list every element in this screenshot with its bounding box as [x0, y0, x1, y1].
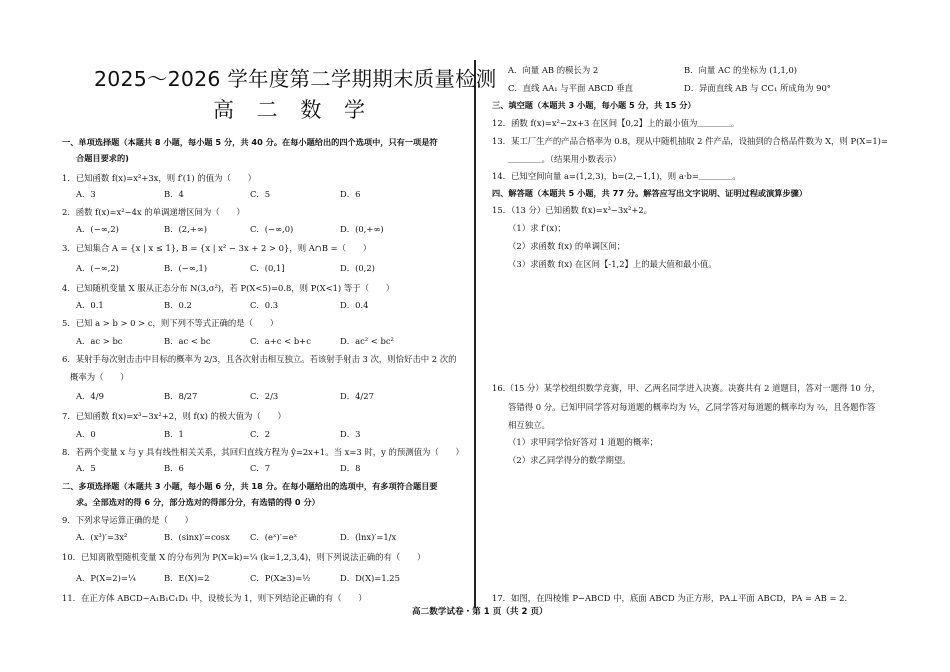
q1-option-d: D．6	[340, 189, 361, 199]
q4-stem: 4．已知随机变量 X 服从正态分布 N(3,σ²)，若 P(X<5)=0.8，则 P(X<1) 等于（ ）	[62, 283, 395, 293]
q2-stem: 2．函数 f(x)=x²−4x 的单调递增区间为（ ）	[62, 207, 245, 217]
q9-option-a: A．(x³)′=3x²	[76, 532, 128, 542]
q2-option-d: D．(0,+∞)	[340, 224, 384, 234]
q9-stem: 9．下列求导运算正确的是（ ）	[62, 515, 193, 525]
q4-option-c: C．0.3	[250, 300, 279, 310]
q5-option-b: B．ac < bc	[164, 336, 211, 346]
column-divider	[474, 60, 476, 608]
q7-option-a: A．0	[76, 429, 96, 439]
q10-option-a: A．P(X=2)=¼	[76, 573, 137, 583]
q10-option-c: C．P(X≥3)=½	[250, 573, 311, 583]
q15-stem: 15．（13 分）已知函数 f(x)=x³−3x²+2。	[492, 205, 653, 215]
q8-option-b: B．6	[164, 463, 184, 473]
q14-stem: 14．已知空间向量 a=(1,2,3)，b=(2,−1,1)，则 a·b=＿＿＿＿。	[492, 171, 741, 181]
q11-stem: 11．在正方体 ABCD−A₁B₁C₁D₁ 中，设棱长为 1，则下列结论正确的有（ ）	[62, 593, 367, 603]
q4-option-d: D．0.4	[340, 300, 369, 310]
q7-stem: 7．已知函数 f(x)=x³−3x²+2，则 f(x) 的极大值为（ ）	[62, 411, 286, 421]
section-1-heading: 一、单项选择题（本题共 8 小题，每小题 5 分，共 40 分。在每小题给出的四个选项中，只有一项是符	[62, 137, 438, 147]
q2-option-b: B．(2,+∞)	[164, 224, 208, 234]
q5-option-a: A．ac > bc	[76, 336, 123, 346]
q9-option-c: C．(eˣ)′=eˣ	[250, 532, 298, 542]
q6-option-c: C．2/3	[250, 391, 279, 401]
q16-stem-cont: 答错得 0 分。已知甲同学答对每道题的概率均为 ½，乙同学答对每道题的概率均为 ⅔，且各题作答	[508, 402, 876, 412]
q8-option-a: A．5	[76, 463, 96, 473]
q7-option-d: D．3	[340, 429, 361, 439]
q3-option-d: D．(0,2)	[340, 263, 375, 273]
q7-option-b: B．1	[164, 429, 184, 439]
exam-subtitle: 高 二 数 学	[213, 98, 374, 122]
q13-stem-cont: ＿＿＿＿。（结果用小数表示）	[508, 154, 622, 164]
q3-option-a: A．(−∞,2)	[76, 263, 119, 273]
q5-option-c: C．a+c < b+c	[250, 336, 311, 346]
q6-stem: 6．某射手每次射击击中目标的概率为 2/3，且各次射击相互独立。若该射手射击 3 次，则恰好击中 2 次的	[62, 354, 457, 364]
q16-stem: 16.（15 分）某学校组织数学竞赛，甲、乙两名同学进入决赛。决赛共有 2 道题目，答对一题得 10 分，	[492, 383, 881, 393]
q16-part-2: （2）求乙同学得分的数学期望。	[508, 455, 631, 465]
q13-stem: 13．某工厂生产的产品合格率为 0.8，现从中随机抽取 2 件产品，设抽到的合格品件数为 X，则 P(X=1)=	[492, 136, 888, 146]
q5-option-d: D．ac² < bc²	[340, 336, 394, 346]
page-footer: 高二数学试卷・第 1 页（共 2 页）	[412, 607, 548, 617]
q16-part-1: （1）求甲同学恰好答对 1 道题的概率；	[508, 437, 658, 447]
q8-option-c: C．7	[250, 463, 271, 473]
q4-option-b: B．0.2	[164, 300, 192, 310]
section-1-heading-cont: 合题目要求的)	[76, 153, 129, 163]
section-2-heading: 二、多项选择题（本题共 3 小题，每小题 6 分，共 18 分。在每小题给出的选项中，有多项符合题目要	[62, 481, 438, 491]
q10-option-b: B．E(X)=2	[164, 573, 210, 583]
q3-option-b: B．(−∞,1)	[164, 263, 208, 273]
q15-part-1: （1）求 f′(x)；	[508, 223, 566, 233]
q8-stem: 8．若两个变量 x 与 y 具有线性相关关系，其回归直线方程为 ŷ=2x+1。当 x=3 时，y 的预测值为（ ）	[62, 447, 464, 457]
q11-option-b: B．向量 AC 的坐标为 (1,1,0)	[684, 65, 798, 75]
q16-stem-cont-2: 相互独立。	[508, 420, 550, 430]
section-4-heading: 四、解答题（本题共 5 小题，共 77 分。解答应写出文字说明、证明过程或演算步骤）	[492, 188, 808, 198]
q15-part-3: （3）求函数 f(x) 在区间【-1,2】上的最大值和最小值。	[508, 259, 717, 269]
q15-part-2: （2）求函数 f(x) 的单调区间；	[508, 241, 626, 251]
q6-stem-cont: 概率为（ ）	[70, 372, 129, 382]
q5-stem: 5．已知 a > b > 0 > c，则下列不等式正确的是（ ）	[62, 318, 279, 328]
q2-option-a: A．(−∞,2)	[76, 224, 119, 234]
section-3-heading: 三、填空题（本题共 3 小题，每小题 5 分，共 15 分）	[492, 100, 696, 110]
q9-option-d: D．(lnx)′=1/x	[340, 532, 397, 542]
q4-option-a: A．0.1	[76, 300, 104, 310]
q7-option-c: C．2	[250, 429, 271, 439]
q11-option-d: D．异面直线 AB 与 CC₁ 所成角为 90°	[684, 83, 831, 93]
q2-option-c: C．(−∞,0)	[250, 224, 294, 234]
q9-option-b: B．(sinx)′=cosx	[164, 532, 230, 542]
q10-stem: 10．已知离散型随机变量 X 的分布列为 P(X=k)=¼ (k=1,2,3,4)，则下列说法正确的有（ ）	[62, 552, 426, 562]
section-2-heading-cont: 求。全部选对的得 6 分，部分选对的得部分分，有选错的得 0 分）	[76, 497, 320, 507]
q1-option-b: B．4	[164, 189, 184, 199]
q3-option-c: C．(0,1]	[250, 263, 285, 273]
q3-stem: 3．已知集合 A = {x | x ≤ 1}, B = {x | x² − 3x + 2 > 0}，则 A∩B =（ ）	[62, 243, 372, 253]
q6-option-d: D．4/27	[340, 391, 374, 401]
q17-stem: 17．如图，在四棱锥 P−ABCD 中，底面 ABCD 为正方形，PA⊥平面 ABCD，PA = AB = 2.	[492, 593, 848, 603]
q11-option-a: A．向量 AB 的模长为 2	[508, 65, 599, 75]
q6-option-a: A．4/9	[76, 391, 104, 401]
q11-option-c: C．直线 AA₁ 与平面 ABCD 垂直	[508, 83, 633, 93]
exam-title: 2025～2026 学年度第二学期期末质量检测	[94, 67, 497, 91]
q6-option-b: B．8/27	[164, 391, 198, 401]
q12-stem: 12．函数 f(x)=x²−2x+3 在区间【0,2】上的最小值为＿＿＿＿。	[492, 118, 740, 128]
q1-option-c: C．5	[250, 189, 271, 199]
q10-option-d: D．D(X)=1.25	[340, 573, 400, 583]
q1-option-a: A．3	[76, 189, 96, 199]
q8-option-d: D．8	[340, 463, 361, 473]
q1-stem: 1．已知函数 f(x)=x²+3x，则 f′(1) 的值为（ ）	[62, 173, 256, 183]
